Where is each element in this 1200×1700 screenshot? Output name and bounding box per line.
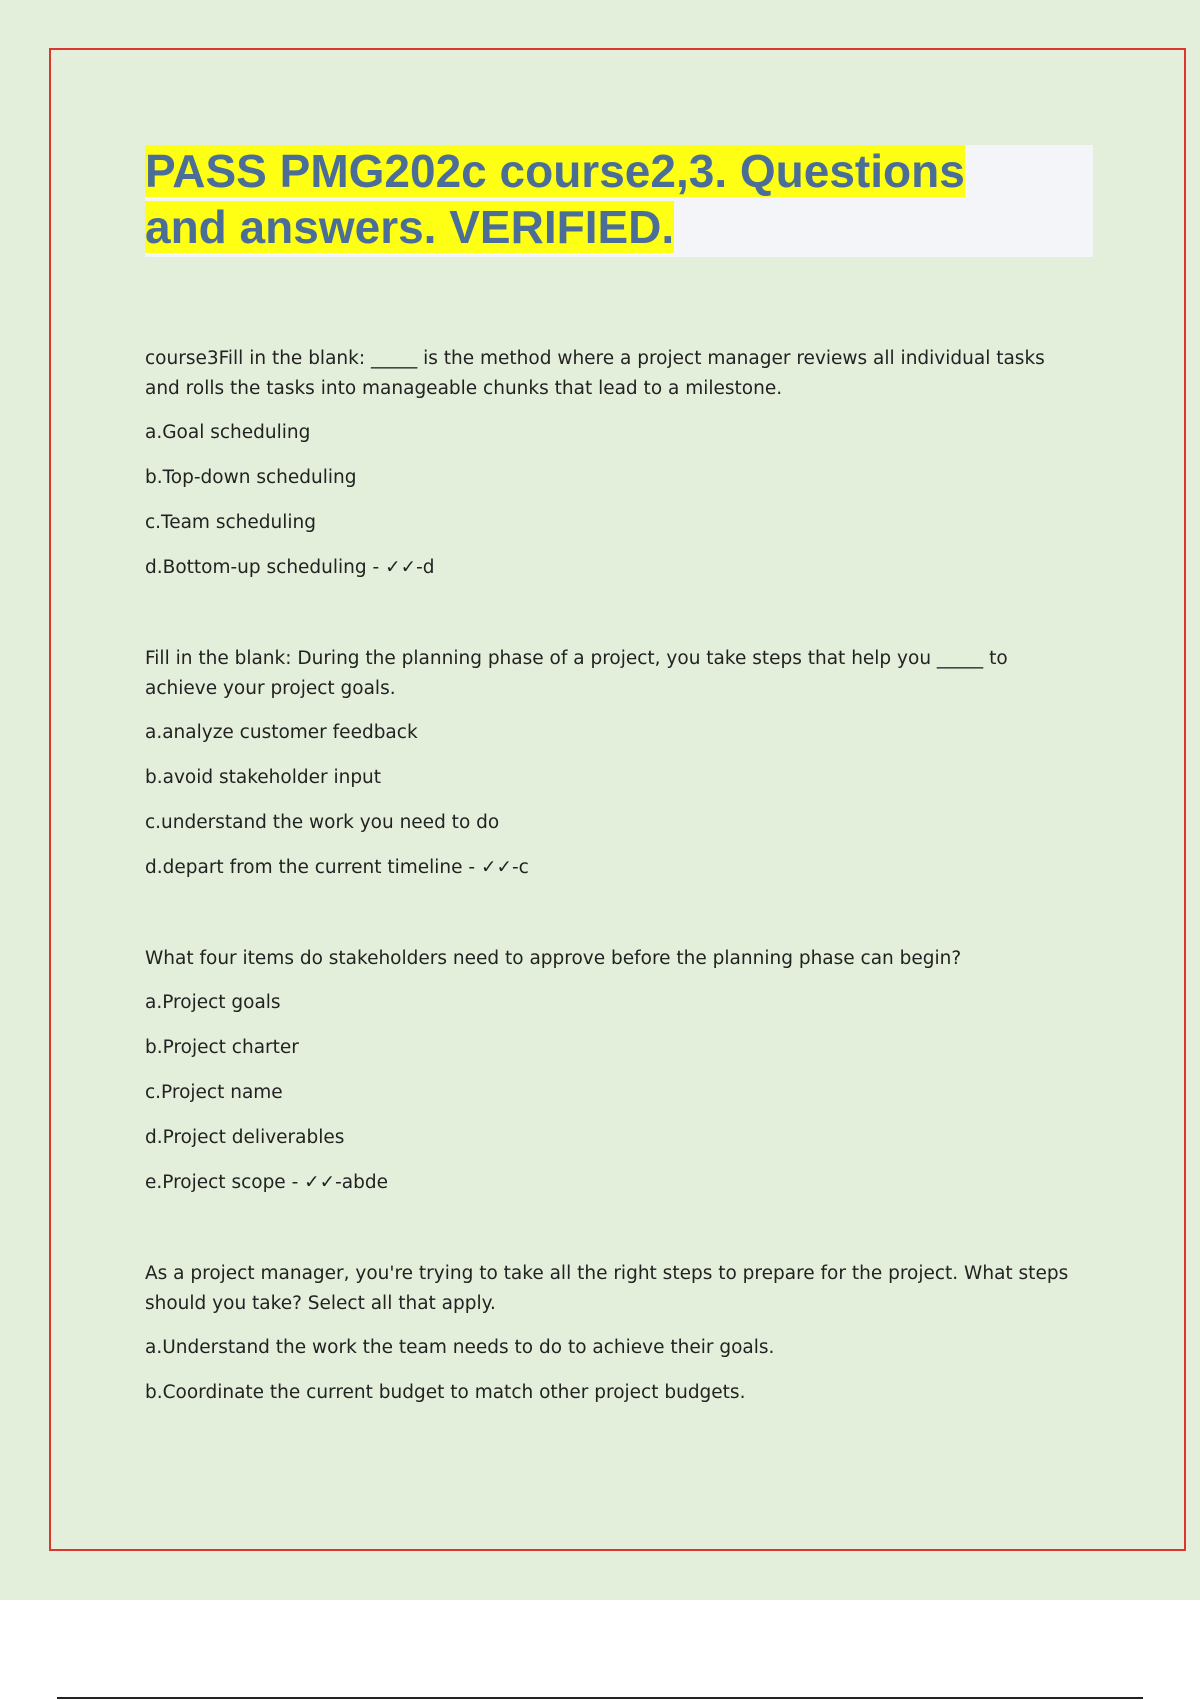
answer-option-with-key: e.Project scope - ✓✓-abde: [145, 1172, 389, 1193]
question-text: course3Fill in the blank: _____ is the method where a project manager reviews all individual tasks and rolls the tasks into manageable chunks that lead to a milestone.: [145, 348, 1045, 399]
answer-option: a.Understand the work the team needs to do to achieve their goals.: [145, 1337, 775, 1358]
answer-option: b.Top-down scheduling: [145, 467, 357, 488]
questions-list: [145, 344, 1075, 1469]
question-text: Fill in the blank: During the planning phase of a project, you take steps that help you _____ to achieve your project goals.: [145, 648, 1008, 699]
answer-option: a.Project goals: [145, 992, 281, 1013]
answer-option-with-key: d.Bottom-up scheduling - ✓✓-d: [145, 557, 435, 578]
answer-option: a.Goal scheduling: [145, 422, 311, 443]
question-text: What four items do stakeholders need to approve before the planning phase can begin?: [145, 948, 962, 969]
document-title: [145, 143, 1075, 255]
question-text: As a project manager, you're trying to take all the right steps to prepare for the project. What steps should you take? Select all that apply.: [145, 1263, 1069, 1314]
question-4: [145, 1259, 1075, 1408]
answer-option: b.Coordinate the current budget to match other project budgets.: [145, 1382, 746, 1403]
title-line-1: PASS PMG202c course2,3. Questions: [145, 145, 965, 197]
answer-option: c.understand the work you need to do: [145, 812, 500, 833]
answer-option-with-key: d.depart from the current timeline - ✓✓-c: [145, 857, 529, 878]
question-3: [145, 944, 1075, 1198]
title-line-2: and answers. VERIFIED.: [145, 201, 675, 253]
answer-option: c.Project name: [145, 1082, 283, 1103]
answer-option: b.Project charter: [145, 1037, 299, 1058]
answer-option: a.analyze customer feedback: [145, 722, 418, 743]
answer-option: c.Team scheduling: [145, 512, 316, 533]
footer-rule: [57, 1697, 1143, 1699]
question-1: [145, 344, 1075, 583]
answer-option: d.Project deliverables: [145, 1127, 345, 1148]
answer-option: b.avoid stakeholder input: [145, 767, 382, 788]
question-2: [145, 644, 1075, 883]
